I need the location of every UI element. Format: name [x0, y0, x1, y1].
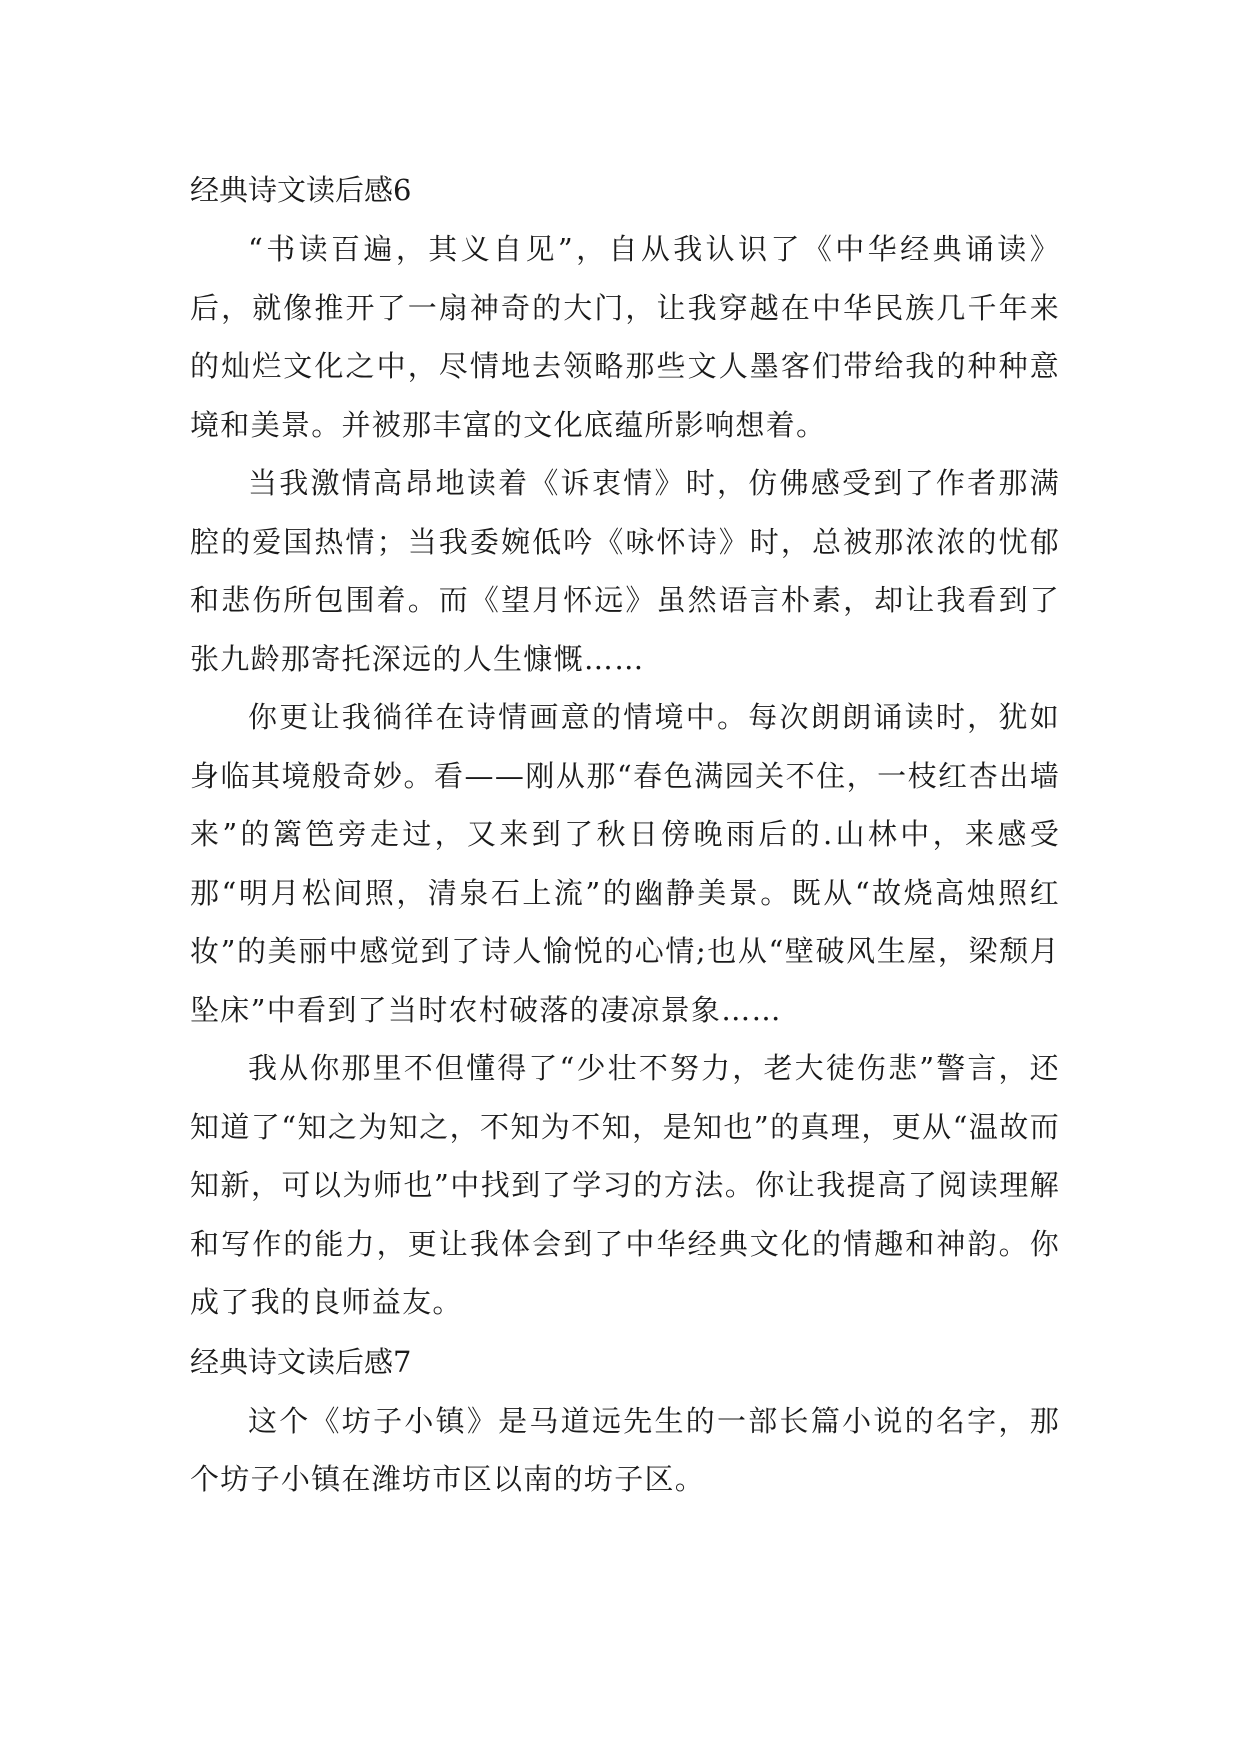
- paragraph: “书读百遍，其义自见”，自从我认识了《中华经典诵读》后，就像推开了一扇神奇的大门，让我穿越在中华民族几千年来的灿烂文化之中，尽情地去领略那些文人墨客们带给我的种种意境和美景。并被那丰富的文化底蕴所影响想着。: [190, 232, 1060, 442]
- section-title: 经典诗文读后感6: [190, 173, 412, 207]
- paragraph: 我从你那里不但懂得了“少壮不努力，老大徒伤悲”警言，还知道了“知之为知之，不知为不知，是知也”的真理，更从“温故而知新，可以为师也”中找到了学习的方法。你让我提高了阅读理解和写作的能力，更让我体会到了中华经典文化的情趣和神韵。你成了我的良师益友。: [190, 1051, 1060, 1319]
- paragraph: 这个《坊子小镇》是马道远先生的一部长篇小说的名字，那个坊子小镇在潍坊市区以南的坊子区。: [190, 1403, 1060, 1496]
- section-title: 经典诗文读后感7: [190, 1344, 412, 1379]
- paragraph: 当我激情高昂地读着《诉衷情》时，仿佛感受到了作者那满腔的爱国热情；当我委婉低吟《咏怀诗》时，总被那浓浓的忧郁和悲伤所包围着。而《望月怀远》虽然语言朴素，却让我看到了张九龄那寄托深远的人生慷慨……: [190, 466, 1060, 676]
- document-body: [190, 160, 1060, 1509]
- paragraph: 你更让我徜徉在诗情画意的情境中。每次朗朗诵读时，犹如身临其境般奇妙。看——刚从那“春色满园关不住，一枝红杏出墙来”的篱笆旁走过，又来到了秋日傍晚雨后的.山林中，来感受那“明月松间照，清泉石上流”的幽静美景。既从“故烧高烛照红妆”的美丽中感觉到了诗人愉悦的心情;也从“壁破风生屋，梁颓月坠床”中看到了当时农村破落的凄凉景象……: [190, 700, 1060, 1027]
